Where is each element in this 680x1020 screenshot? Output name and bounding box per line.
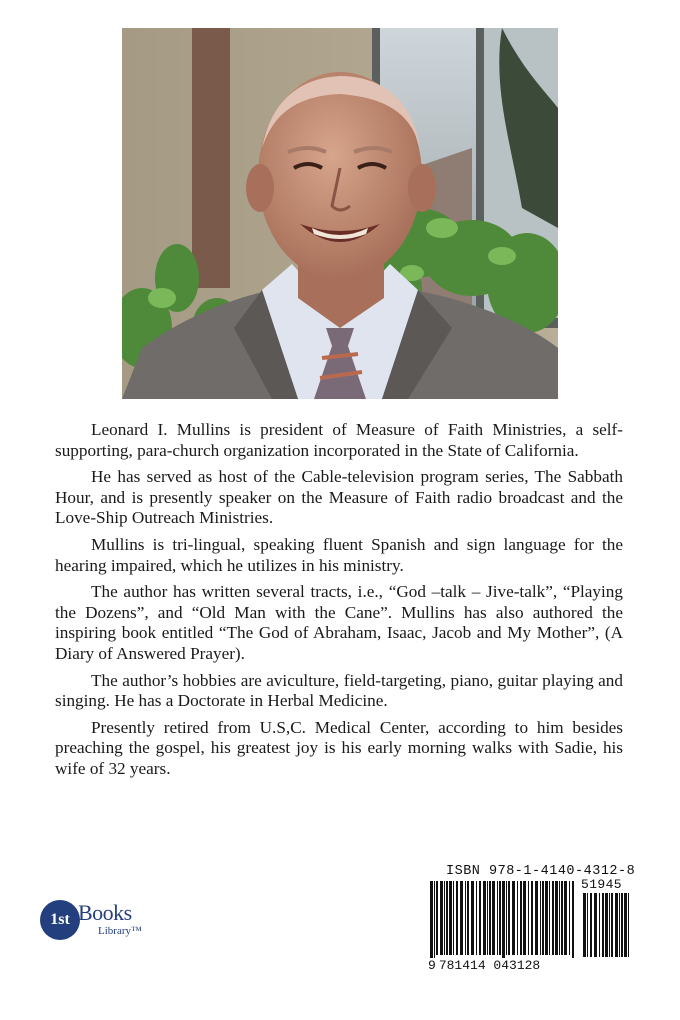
- barcode-bar: [569, 881, 570, 955]
- barcode-bar: [624, 893, 627, 957]
- barcode-bar: [552, 881, 554, 955]
- barcode-bar: [542, 881, 544, 955]
- barcode-bar: [434, 881, 435, 961]
- barcode-bar: [460, 881, 463, 955]
- price-barcode: [581, 893, 633, 962]
- barcode-bar: [440, 881, 443, 955]
- bio-paragraph: Presently retired from U.S,C. Medical Center, according to him besides preaching the gospel, his greatest joy is his early morning walks with Sadie, his wife of 32 years.: [55, 717, 623, 778]
- barcode-bar: [479, 881, 481, 955]
- isbn-label: ISBN 978-1-4140-4312-8: [446, 864, 636, 879]
- barcode-bar: [476, 881, 477, 955]
- bio-paragraph: The author’s hobbies are aviculture, field-targeting, piano, guitar playing and singing. He has a Doctorate in Herbal Medicine.: [55, 670, 623, 711]
- barcode-bar: [615, 893, 618, 957]
- barcode-bar: [609, 893, 610, 957]
- barcode-bar: [587, 893, 588, 957]
- barcode-bar: [572, 881, 574, 961]
- author-photo: [122, 28, 558, 399]
- barcode-bar: [446, 881, 448, 955]
- barcode-bar: [599, 893, 600, 957]
- barcode-bar: [453, 881, 454, 955]
- barcode-bar: [517, 881, 518, 955]
- barcode-bar: [436, 881, 438, 955]
- barcode-leading-digit: 9: [428, 958, 436, 973]
- bio-paragraph: He has served as host of the Cable-television program series, The Sabbath Hour, and is presently speaker on the Measure of Faith radio broadcast and the Love-Ship Outreach Ministries.: [55, 467, 623, 528]
- barcode-bar: [487, 881, 488, 955]
- barcode-bar: [590, 893, 592, 957]
- barcode-bar: [471, 881, 474, 955]
- barcode-bar: [506, 881, 507, 955]
- barcode-bar: [512, 881, 515, 955]
- publisher-logo: [40, 896, 150, 944]
- barcode-bar: [523, 881, 526, 955]
- barcode-bar: [535, 881, 538, 955]
- barcode-bar: [602, 893, 604, 957]
- barcode-bar: [583, 893, 586, 957]
- barcode-bar: [628, 893, 629, 957]
- barcode-bar: [502, 881, 505, 961]
- right-ear: [408, 164, 436, 212]
- barcode-bar: [492, 881, 495, 955]
- barcode-bar: [489, 881, 491, 955]
- bio-paragraph: Mullins is tri-lingual, speaking fluent Spanish and sign language for the hearing impaired, which he utilizes in his ministry.: [55, 534, 623, 575]
- logo-books-text: Books: [78, 900, 132, 925]
- barcode-bar: [465, 881, 466, 955]
- barcode-bar: [483, 881, 486, 955]
- left-ear: [246, 164, 274, 212]
- barcode-digits: 781414 043128: [438, 958, 541, 973]
- barcode-bar: [605, 893, 608, 957]
- barcode-bar: [621, 893, 623, 957]
- barcode-number: [428, 958, 638, 973]
- logo-library-text: Library™: [98, 925, 142, 937]
- barcode-bar: [559, 881, 560, 955]
- barcode-bar: [561, 881, 563, 955]
- isbn-barcode: [428, 881, 578, 961]
- barcode-bar: [449, 881, 452, 955]
- price-code: 51945: [581, 877, 623, 892]
- barcode-bar: [444, 881, 445, 955]
- barcode-bar: [564, 881, 567, 955]
- barcode-bar: [540, 881, 541, 955]
- barcode-bar: [611, 893, 613, 957]
- barcode-bar: [430, 881, 433, 961]
- barcode-bar: [499, 881, 501, 955]
- logo-circle: 1st: [40, 900, 80, 940]
- author-biography: [55, 420, 623, 786]
- bio-paragraph: The author has written several tracts, i.e., “God –talk – Jive-talk”, “Playing the Dozens”, and “Old Man with the Cane”. Mullins has also authored the inspiring book entitled “The God of Abraham, Isaac, Jacob and My Mother”, (A Diary of Answered Prayer).: [55, 582, 623, 663]
- wood-post: [192, 28, 230, 288]
- barcode-bar: [520, 881, 522, 955]
- barcode-bar: [555, 881, 558, 955]
- barcode-bar: [528, 881, 529, 955]
- barcode-bar: [594, 893, 597, 957]
- barcode-bar: [531, 881, 533, 955]
- barcode-bar: [456, 881, 458, 955]
- barcode-bar: [549, 881, 550, 955]
- barcode-bar: [545, 881, 548, 955]
- bio-paragraph: Leonard I. Mullins is president of Measure of Faith Ministries, a self-supporting, para-church organization incorporated in the State of California.: [55, 420, 623, 460]
- barcode-bar: [508, 881, 510, 955]
- barcode-bar: [497, 881, 498, 955]
- barcode-bar: [619, 893, 620, 957]
- barcode-bar: [467, 881, 469, 955]
